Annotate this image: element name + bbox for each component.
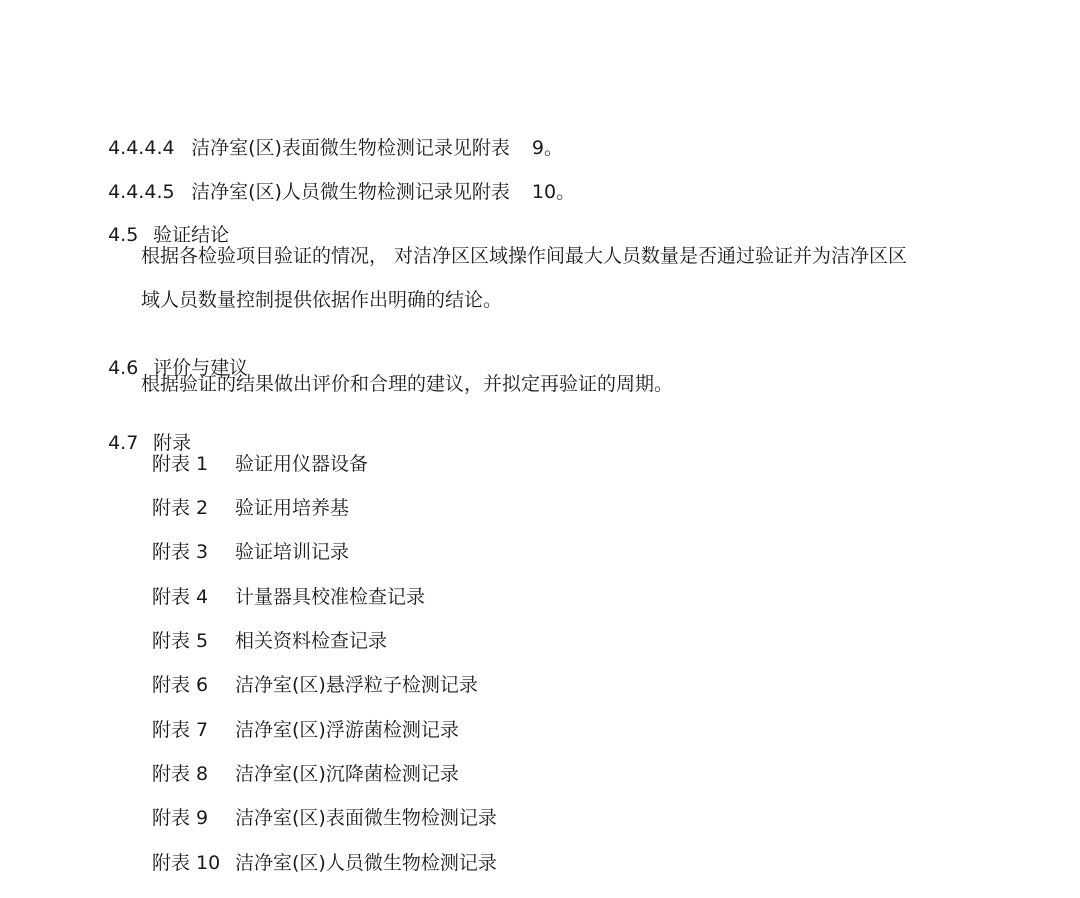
section-title: 验证结论 [153, 224, 230, 246]
appendix-label: 附表 10 [152, 852, 221, 874]
appendix-label: 附表 4 [152, 586, 209, 608]
clause-text: 洁净室(区)人员微生物检测记录见附表 [191, 181, 510, 203]
section-title: 评价与建议 [153, 357, 249, 379]
appendix-label: 附表 9 [152, 807, 209, 829]
appendix-title: 验证用仪器设备 [235, 453, 369, 475]
section-number: 4.5 [108, 224, 139, 246]
appendix-title: 相关资料检查记录 [235, 630, 388, 652]
clause-4-4-4-4 [96, 112, 563, 160]
appendix-item [152, 629, 387, 653]
appendix-label: 附表 5 [152, 630, 209, 652]
clause-text: 洁净室(区)表面微生物检测记录见附表 [191, 137, 510, 159]
appendix-item [152, 718, 459, 742]
appendix-label: 附表 3 [152, 541, 209, 563]
section-heading-4-7 [96, 407, 191, 455]
appendix-item [152, 762, 459, 786]
appendix-item [152, 806, 497, 830]
paragraph-line: 根据各检验项目验证的情况， 对洁净区区域操作间最大人员数量是否通过验证并为洁净区区 [141, 245, 908, 267]
section-heading-4-5 [96, 199, 229, 247]
clause-tail: 9。 [531, 137, 564, 159]
appendix-title: 验证用培养基 [235, 497, 350, 519]
paragraph-line: 根据验证的结果做出评价和合理的建议，并拟定再验证的周期。 [141, 373, 674, 395]
appendix-title: 洁净室(区)浮游菌检测记录 [235, 719, 459, 741]
appendix-item [152, 585, 425, 609]
appendix-item [152, 851, 497, 875]
appendix-label: 附表 1 [152, 453, 209, 475]
appendix-label: 附表 6 [152, 674, 209, 696]
appendix-label: 附表 8 [152, 763, 209, 785]
clause-number: 4.4.4.4 [108, 137, 175, 159]
appendix-title: 洁净室(区)表面微生物检测记录 [235, 807, 497, 829]
section-number: 4.6 [108, 357, 139, 379]
appendix-item [152, 673, 478, 697]
appendix-item [152, 452, 368, 476]
appendix-title: 洁净室(区)悬浮粒子检测记录 [235, 674, 478, 696]
appendix-item [152, 540, 349, 564]
appendix-title: 计量器具校准检查记录 [235, 586, 426, 608]
paragraph-line: 域人员数量控制提供依据作出明确的结论。 [141, 289, 503, 311]
section-title: 附录 [153, 432, 192, 454]
clause-4-4-4-5 [96, 156, 575, 204]
appendix-title: 验证培训记录 [235, 541, 350, 563]
appendix-item [152, 496, 349, 520]
section-number: 4.7 [108, 432, 139, 454]
appendix-title: 洁净室(区)人员微生物检测记录 [235, 852, 497, 874]
clause-tail: 10。 [531, 181, 576, 203]
appendix-label: 附表 7 [152, 719, 209, 741]
appendix-title: 洁净室(区)沉降菌检测记录 [235, 763, 459, 785]
appendix-label: 附表 2 [152, 497, 209, 519]
clause-number: 4.4.4.5 [108, 181, 175, 203]
